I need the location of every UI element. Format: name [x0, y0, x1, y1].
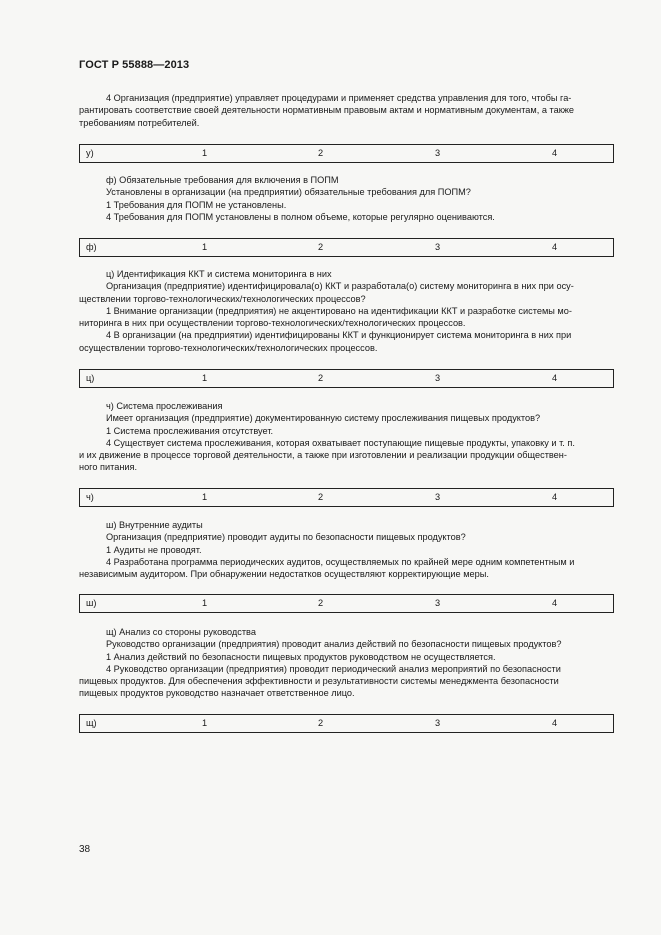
scale-value-4: 4 — [552, 598, 558, 608]
option-1: 1 Требования для ПОПМ не установлены. — [106, 199, 287, 210]
rating-scale-f — [79, 238, 614, 257]
scale-value-3: 3 — [435, 242, 441, 252]
intro-line: требованиям потребителей. — [79, 117, 200, 128]
option-4: пищевых продуктов руководство назначает ответственное лицо. — [79, 688, 355, 699]
document-header: ГОСТ Р 55888—2013 — [79, 59, 190, 71]
scale-value-4: 4 — [552, 718, 558, 728]
rating-scale-sh — [79, 594, 614, 613]
scale-value-2: 2 — [318, 242, 324, 252]
option-4: 4 Требования для ПОПМ установлены в полном объеме, которые регулярно оцениваются. — [106, 211, 495, 222]
scale-value-2: 2 — [318, 598, 324, 608]
scale-value-4: 4 — [552, 492, 558, 502]
scale-value-4: 4 — [552, 242, 558, 252]
intro-paragraph — [79, 92, 614, 129]
option-4: независимым аудитором. При обнаружении недостатков осуществляют корректирующие меры. — [79, 569, 489, 580]
section-heading: щ) Анализ со стороны руководства — [106, 627, 256, 637]
section-f — [79, 174, 614, 223]
section-question: Имеет организация (предприятие) документированную систему прослеживания пищевых продуктов? — [106, 413, 541, 424]
scale-value-2: 2 — [318, 148, 324, 158]
scale-label: ч) — [86, 492, 94, 502]
option-1: 1 Аудиты не проводят. — [106, 544, 202, 555]
scale-value-2: 2 — [318, 373, 324, 383]
rating-scale-ch — [79, 488, 614, 507]
option-1: ниторинга в них при осуществлении торгово-технологических/технологических процессов. — [79, 318, 466, 329]
option-4: пищевых продуктов. Для обеспечения эффективности и результативности системы менеджмента безопасности — [79, 676, 559, 687]
section-heading: ф) Обязательные требования для включения в ПОПМ — [106, 175, 339, 185]
option-4: 4 Руководство организации (предприятия) проводит периодический анализ мероприятий по безопасности — [106, 663, 561, 674]
option-4: ного питания. — [79, 462, 138, 473]
scale-value-3: 3 — [435, 598, 441, 608]
section-sh — [79, 519, 614, 580]
scale-value-3: 3 — [435, 718, 441, 728]
section-heading: ц) Идентификация ККТ и система мониторинга в них — [106, 269, 332, 279]
scale-value-4: 4 — [552, 148, 558, 158]
scale-value-4: 4 — [552, 373, 558, 383]
scale-value-1: 1 — [202, 598, 208, 608]
section-ts — [79, 268, 614, 354]
option-1: 1 Система прослеживания отсутствует. — [106, 425, 274, 436]
section-heading: ч) Система прослеживания — [106, 401, 223, 411]
option-4: 4 Разработана программа периодических аудитов, осуществляемых по крайней мере одним компетентным и — [106, 556, 575, 567]
page-number: 38 — [79, 844, 91, 855]
scale-value-1: 1 — [202, 718, 208, 728]
scale-label: ш) — [86, 598, 97, 608]
section-shch — [79, 626, 614, 700]
option-1: 1 Анализ действий по безопасности пищевых продуктов руководством не осуществляется. — [106, 651, 496, 662]
option-4: и их движение в процессе торговой деятельности, а также при изготовлении и реализации продукции обществен- — [79, 450, 567, 461]
section-question: ществлении торгово-технологических/технологических процессов? — [79, 293, 366, 304]
scale-value-1: 1 — [202, 492, 208, 502]
section-question: Установлены в организации (на предприятии) обязательные требования для ПОПМ? — [106, 187, 471, 198]
intro-line: рантировать соответствие своей деятельности нормативным правовым актам и нормативным документам, а также — [79, 105, 574, 116]
scale-value-1: 1 — [202, 242, 208, 252]
section-question: Организация (предприятие) проводит аудиты по безопасности пищевых продуктов? — [106, 532, 466, 543]
scale-label: у) — [86, 148, 94, 158]
scale-label: ф) — [86, 242, 97, 252]
scale-value-3: 3 — [435, 373, 441, 383]
scale-value-2: 2 — [318, 718, 324, 728]
section-ch — [79, 400, 614, 474]
scale-label: ц) — [86, 373, 95, 383]
section-question: Организация (предприятие) идентифицировала(о) ККТ и разработала(о) систему мониторинга в них при осу- — [106, 281, 574, 292]
option-4: 4 В организации (на предприятии) идентифицированы ККТ и функционирует система мониторинга в них при — [106, 330, 572, 341]
scale-label: щ) — [86, 718, 97, 728]
option-4: 4 Существует система прослеживания, которая охватывает поступающие пищевые продукты, упаковку и т. п. — [106, 437, 575, 448]
scale-value-2: 2 — [318, 492, 324, 502]
scale-value-3: 3 — [435, 148, 441, 158]
intro-line: 4 Организация (предприятие) управляет процедурами и применяет средства управления для того, чтобы га- — [106, 93, 572, 103]
rating-scale-u — [79, 144, 614, 163]
rating-scale-shch — [79, 714, 614, 733]
section-question: Руководство организации (предприятия) проводит анализ действий по безопасности пищевых продуктов? — [106, 639, 562, 650]
section-heading: ш) Внутренние аудиты — [106, 520, 203, 530]
option-1: 1 Внимание организации (предприятия) не акцентировано на идентификации ККТ и разработке системы мо- — [106, 305, 572, 316]
scale-value-1: 1 — [202, 148, 208, 158]
scale-value-1: 1 — [202, 373, 208, 383]
option-4: осуществлении торгово-технологических/технологических процессов. — [79, 342, 378, 353]
scale-value-3: 3 — [435, 492, 441, 502]
rating-scale-ts — [79, 369, 614, 388]
